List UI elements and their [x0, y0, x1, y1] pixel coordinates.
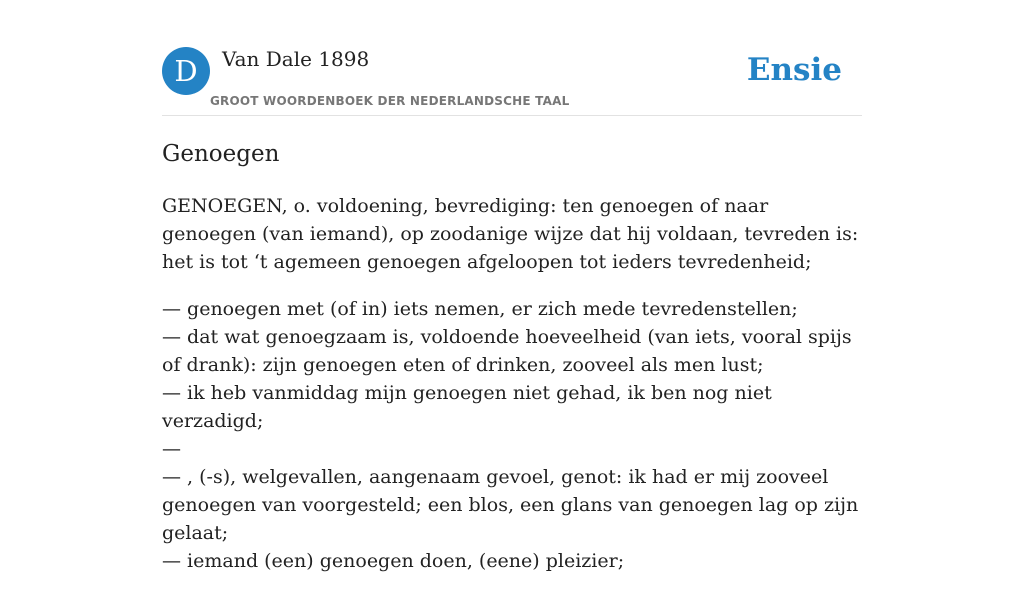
sub-definition-line: — genoegen met (of in) iets nemen, er zich mede tevredenstellen; — [162, 298, 798, 320]
ensie-logo-link[interactable]: Ensie — [746, 52, 842, 88]
source-header — [162, 44, 862, 115]
source-name-link[interactable]: Van Dale 1898 — [222, 47, 370, 71]
entry-sub-definitions — [162, 295, 862, 575]
entry-content — [162, 192, 862, 594]
sub-definition-line: — — [162, 438, 181, 460]
entry-title: Genoegen — [162, 141, 280, 167]
sub-definition-line: — dat wat genoegzaam is, voldoende hoeveelheid (van iets, vooral spijs of drank): zijn genoegen eten of drinken, zooveel als men lust; — [162, 326, 852, 376]
sub-definition-line: — ik heb vanmiddag mijn genoegen niet gehad, ik ben nog niet verzadigd; — [162, 382, 772, 432]
sub-definition-line: — , (-s), welgevallen, aangenaam gevoel, genot: ik had er mij zooveel genoegen van voorgesteld; een blos, een glans van genoegen lag op zijn gelaat; — [162, 466, 859, 544]
sub-definition-line: — iemand (een) genoegen doen, (eene) pleizier; — [162, 550, 625, 572]
header-divider — [162, 115, 862, 116]
source-avatar[interactable]: D — [162, 47, 210, 95]
source-subtitle: GROOT WOORDENBOEK DER NEDERLANDSCHE TAAL — [210, 94, 570, 108]
entry-definition: GENOEGEN, o. voldoening, bevrediging: ten genoegen of naar genoegen (van iemand), op zoodanige wijze dat hij voldaan, tevreden is: het is tot ‘t agemeen genoegen afgeloopen tot ieders tevredenheid; — [162, 195, 859, 273]
